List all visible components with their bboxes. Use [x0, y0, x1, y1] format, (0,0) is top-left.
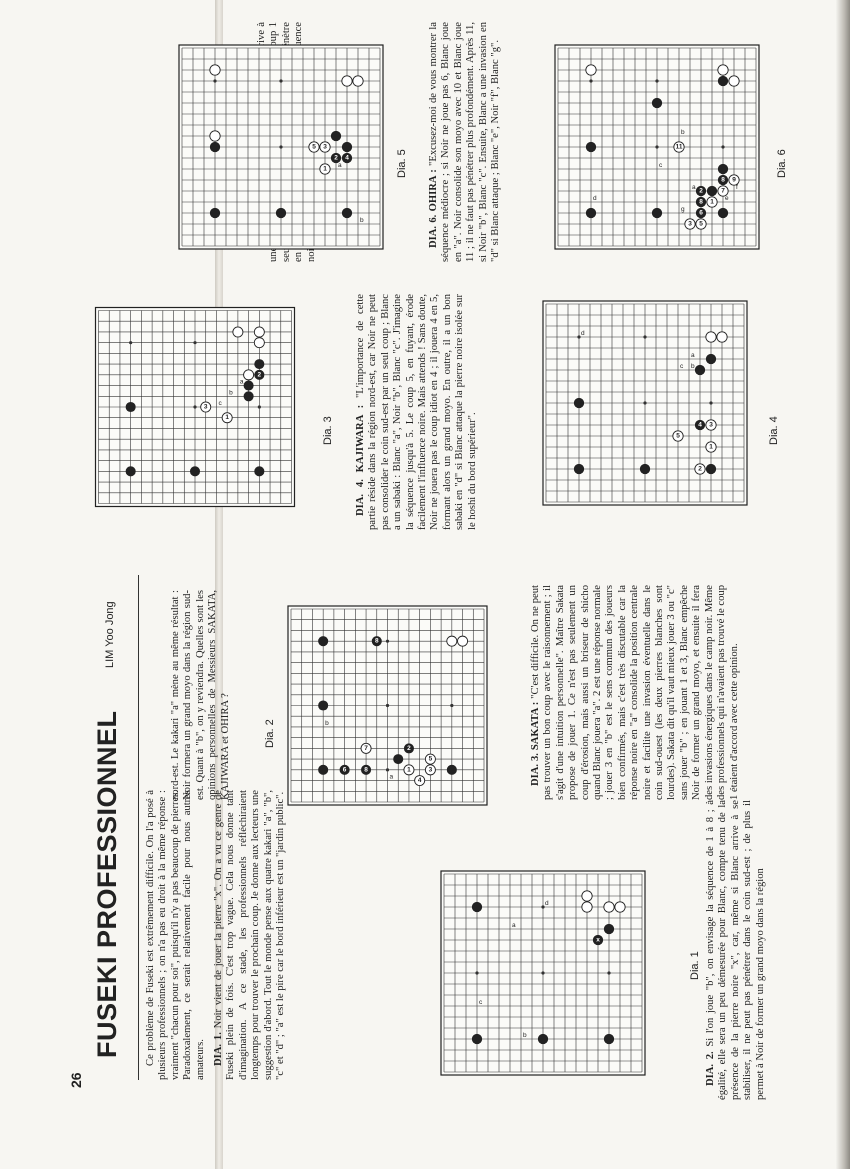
black-stone: [718, 208, 728, 218]
black-stone: [244, 391, 254, 401]
stone-number: 1: [709, 443, 713, 451]
hoshi-point: [386, 704, 389, 707]
point-label: a: [512, 922, 516, 929]
black-stone: [652, 208, 662, 218]
black-stone: [210, 208, 220, 218]
stone-number: 4: [698, 421, 702, 429]
article-title: FUSEKI PROFESSIONNEL: [92, 710, 122, 1058]
dia2-heading: DIA. 2.: [705, 1051, 716, 1086]
white-stone: [244, 370, 254, 380]
black-stone: [640, 464, 650, 474]
black-stone: [190, 466, 200, 476]
stone-number: 1: [225, 414, 229, 422]
hoshi-point: [450, 704, 453, 707]
white-stone: [342, 76, 352, 86]
dia2-board: [290, 598, 495, 813]
black-stone: [538, 1034, 548, 1044]
point-label: b: [229, 389, 233, 397]
stone-number: 7: [721, 187, 725, 195]
black-stone: [318, 700, 328, 710]
black-stone: [276, 208, 286, 218]
board-grid-group: [288, 606, 487, 805]
stone-number: 2: [407, 744, 411, 752]
hoshi-point: [655, 145, 658, 148]
stone-number: 8: [721, 176, 725, 184]
white-stone: [254, 327, 264, 337]
black-stone: [472, 1034, 482, 1044]
white-stone: [729, 76, 739, 86]
black-stone: [574, 464, 584, 474]
dia5-caption: Dia. 5: [396, 149, 408, 178]
black-stone: [706, 464, 716, 474]
white-stone: [718, 65, 728, 75]
dia6-board: [552, 42, 762, 252]
stone-number: 6: [342, 766, 347, 774]
point-label: c: [659, 162, 663, 169]
dia3-board: [90, 302, 300, 507]
hoshi-point: [386, 768, 389, 771]
stone-number: 5: [312, 143, 316, 151]
hoshi-point: [193, 341, 196, 344]
stone-number: 2: [698, 465, 702, 473]
stone-number: 4: [417, 777, 422, 785]
stone-number: 2: [257, 371, 262, 379]
black-stone: [706, 354, 716, 364]
stone-number: x: [596, 936, 600, 944]
point-label: d: [593, 195, 597, 202]
dia1-caption: Dia. 1: [689, 951, 701, 980]
point-label: a: [338, 162, 342, 169]
dia1-text: Noir vient de jouer la pierre "x". On a vu ce genre de Fuseki plein de fois. C'est trop vague. Cela nous donne tant d'imagination. A ce stade, les professionnels réfléchiraient longtemps pour trouver le prochain coup. Je donne aux lecteurs une suggestion d'abord. Tout le monde pense aux quatre kakari "a", "b", "c" et "d" ; "a" est le pire car le bord inférieur est un "jardin public".: [213, 790, 287, 1080]
dia4-caption: Dia. 4: [768, 416, 780, 445]
black-stone: [574, 398, 584, 408]
dia2-paragraph: [705, 800, 767, 1100]
black-stone: [331, 131, 341, 141]
point-label: c: [680, 363, 684, 370]
stone-number: 9: [732, 176, 736, 184]
hoshi-point: [607, 971, 610, 974]
point-label: b: [691, 363, 695, 370]
board-grid-group: [96, 308, 295, 507]
stone-number: 5: [676, 432, 680, 440]
dia2-column: [705, 800, 767, 1100]
page-number: 26: [68, 1072, 84, 1088]
dia2-text: Si l'on joue "b", on envisage la séquence de 1 à 8 ; à égalité, elle sera un peu démesurée pour Blanc, compte tenu de la présence de la pierre noire "x", car, même si Blanc arrive à se stabiliser, il ne peut pas pénétrer dans le coin sud-est ; de plus il permet à Noir de former un grand moyo dans la région: [705, 800, 766, 1100]
black-stone: [318, 636, 328, 646]
white-stone: [458, 636, 468, 646]
black-stone: [342, 208, 352, 218]
white-stone: [582, 891, 592, 901]
black-stone: [342, 142, 352, 152]
stone-number: 3: [323, 143, 327, 151]
dia1-paragraph: [213, 790, 287, 1080]
stone-number: 1: [323, 165, 327, 173]
white-stone: [717, 332, 727, 342]
point-label: e: [725, 195, 729, 202]
point-label: f: [736, 184, 738, 191]
white-stone: [586, 65, 596, 75]
dia6-paragraph: [428, 22, 502, 262]
stone-number: 1: [710, 198, 714, 206]
black-stone: [586, 142, 596, 152]
black-stone: [254, 359, 264, 369]
stone-number: 3: [688, 220, 692, 228]
col2-top-paragraph: nord-est. Le kakari "a" mène au même résultat : Noir formera un grand moyo dans la région sud-est. Quant à "b", on y reviendra. Quelles sont les opinions personnelles de Messieurs SAKATA, KAJIWARA et OHIRA ?: [170, 590, 231, 800]
black-stone: [586, 208, 596, 218]
page-edge-shadow: [836, 0, 850, 1169]
dia6-heading: DIA. 6. OHIRA :: [428, 169, 439, 248]
black-stone: [718, 76, 728, 86]
column2-top-text: [170, 590, 232, 800]
white-stone: [706, 332, 716, 342]
point-label: b: [325, 719, 329, 727]
dia1-heading: DIA. 1.: [213, 1032, 225, 1066]
point-label: a: [691, 352, 695, 359]
stone-number: 6: [699, 209, 703, 217]
point-label: d: [581, 330, 585, 337]
black-stone: [604, 1034, 614, 1044]
point-label: d: [545, 900, 549, 907]
hoshi-point: [709, 401, 712, 404]
black-stone: [472, 902, 482, 912]
white-stone: [604, 902, 614, 912]
black-stone: [126, 402, 136, 412]
point-label: a: [389, 773, 394, 781]
hoshi-point: [643, 401, 646, 404]
point-label: b: [681, 129, 685, 136]
point-label: c: [218, 400, 222, 407]
point-label: b: [523, 1032, 527, 1039]
stone-number: 8: [364, 766, 368, 774]
point-label: a: [692, 184, 696, 191]
dia4-text: "L'importance de cette partie réside dans la région nord-est, car Noir ne peut pas consolider le coin sud-est par un seul coup ; Blanc a un sabaki : Blanc "a", Noir "b", Blanc "c". J'imagine la séquence jusqu'à 5. Le coup 5, en fuyant, érode facilement l'influence noire. Mais attends ! Sans doute, Noir ne jouera pas le coup idiot en 4 ; il jouera 4 en 5, formant alors un grand moyo. En outre, il a un bon sabaki en "d" si Blanc attaque la pierre noire isolée sur le hoshi du bord supérieur".: [355, 294, 478, 530]
stone-number: 3: [203, 403, 208, 411]
point-label: c: [479, 999, 483, 1006]
dia4-heading: DIA. 4. KAJIWARA :: [355, 404, 366, 516]
white-stone: [233, 327, 243, 337]
board-grid-group: [441, 871, 645, 1075]
black-stone: [652, 98, 662, 108]
black-stone: [254, 466, 264, 476]
point-label: g: [681, 206, 685, 213]
hoshi-point: [193, 405, 196, 408]
stone-number: 4: [345, 154, 349, 162]
stone-number: 2: [334, 154, 338, 162]
hoshi-point: [589, 79, 592, 82]
stone-number: 5: [699, 220, 703, 228]
dia6-text: "Excusez-moi de vous montrer la séquence médiocre ; si Noir ne joue pas 6, Blanc joue en "a". Noir consolide son moyo avec 10 et Blanc joue 11 ; il ne faut pas pénétrer plus profondément. Après 11, si Noir "b", Blanc "c". Ensuite, Blanc a une invasion en "d" si Blanc attaque ; Blanc "e", Noir "f", Blanc "g".: [428, 22, 502, 262]
dia5-board: [176, 42, 386, 252]
white-stone: [210, 131, 220, 141]
hoshi-point: [386, 640, 389, 643]
white-stone: [353, 76, 363, 86]
board-grid-group: [555, 45, 759, 249]
dia3-text: "C'est difficile. On ne peut pas trouver un bon coup avec le raisonnement ; il s'agit d'une intuition personnelle". Maître Sakata propose de jouer 1. Ce n'est pas seulement un coup d'érosion, mais aussi un briseur de shicho quand Blanc jouera "a". 2 est une réponse normale ; jouer 3 en "b" est le sens commun des joueurs bien confirmés, mais c'est très discutable car la réponse noire en "a" consolide la position centrale noire et facilite une invasion éventuelle dans le coin sud-ouest (les deux pierres blanches sont lourdes). Sakata dit qu'il vaut mieux jouer 3 ou "c" sans jouer "b" ; en jouant 1 et 3, Blanc empêche Noir de former un grand moyo, et ensuite il fera des invasions énergiques dans le camp noir. Même des professionnels qui n'avaient pas trouvé le coup 1 étaient d'accord avec cette opinion.: [530, 585, 740, 800]
hoshi-point: [541, 971, 544, 974]
hoshi-point: [721, 145, 724, 148]
black-stone: [718, 164, 728, 174]
stone-number: 7: [364, 744, 368, 752]
stone-number: 11: [675, 143, 683, 151]
stone-number: 3: [428, 766, 433, 774]
point-label: a: [239, 378, 244, 386]
black-stone: [244, 381, 254, 391]
black-stone: [393, 754, 403, 764]
point-label: b: [360, 217, 364, 224]
hoshi-point: [213, 79, 216, 82]
stone-number: 5: [428, 755, 433, 763]
hoshi-point: [129, 341, 132, 344]
stone-number: 8: [374, 637, 379, 645]
hoshi-point: [643, 335, 646, 338]
hoshi-point: [258, 405, 261, 408]
dia6-caption: Dia. 6: [776, 149, 788, 178]
hoshi-point: [655, 79, 658, 82]
white-stone: [447, 636, 457, 646]
white-stone: [210, 65, 220, 75]
dia3-paragraph: [530, 585, 741, 800]
hoshi-point: [475, 971, 478, 974]
title-rule: [138, 575, 139, 1080]
black-stone: [695, 365, 705, 375]
dia4-board: [540, 298, 750, 508]
stone-number: 3: [709, 421, 713, 429]
author-name: LIM Yoo Jong: [104, 601, 116, 668]
hoshi-point: [279, 145, 282, 148]
dia6-column: [428, 22, 502, 262]
white-stone: [582, 902, 592, 912]
board-grid-group: [543, 301, 747, 505]
black-stone: [126, 466, 136, 476]
black-stone: [604, 924, 614, 934]
dia3-column: [530, 585, 741, 800]
dia2-caption: Dia. 2: [264, 719, 276, 748]
black-stone: [447, 765, 457, 775]
hoshi-point: [279, 79, 282, 82]
dia1-board: [418, 848, 668, 1058]
stone-number: 2: [699, 187, 703, 195]
intro-paragraph: Ce problème de Fuseki est extrêmement difficile. On l'a posé à plusieurs professionnels ; on n'a pas eu droit à la même réponse : vraiment "chacun pour soi", puisqu'il n'y a pas beaucoup de pierres. Paradoxalement, ce serait relativement facile pour nous autres amateurs.: [145, 790, 206, 1080]
stone-number: 8: [699, 198, 703, 206]
white-stone: [615, 902, 625, 912]
stone-number: 1: [407, 766, 411, 774]
white-stone: [254, 338, 264, 348]
dia4-column: [355, 294, 479, 530]
dia3-caption: Dia. 3: [322, 416, 334, 445]
black-stone: [210, 142, 220, 152]
intro-column: [145, 790, 287, 1080]
dia3-heading: DIA. 3. SAKATA :: [530, 701, 541, 786]
black-stone: [707, 186, 717, 196]
board-grid-group: [179, 45, 383, 249]
dia4-paragraph: [355, 294, 479, 530]
black-stone: [318, 765, 328, 775]
